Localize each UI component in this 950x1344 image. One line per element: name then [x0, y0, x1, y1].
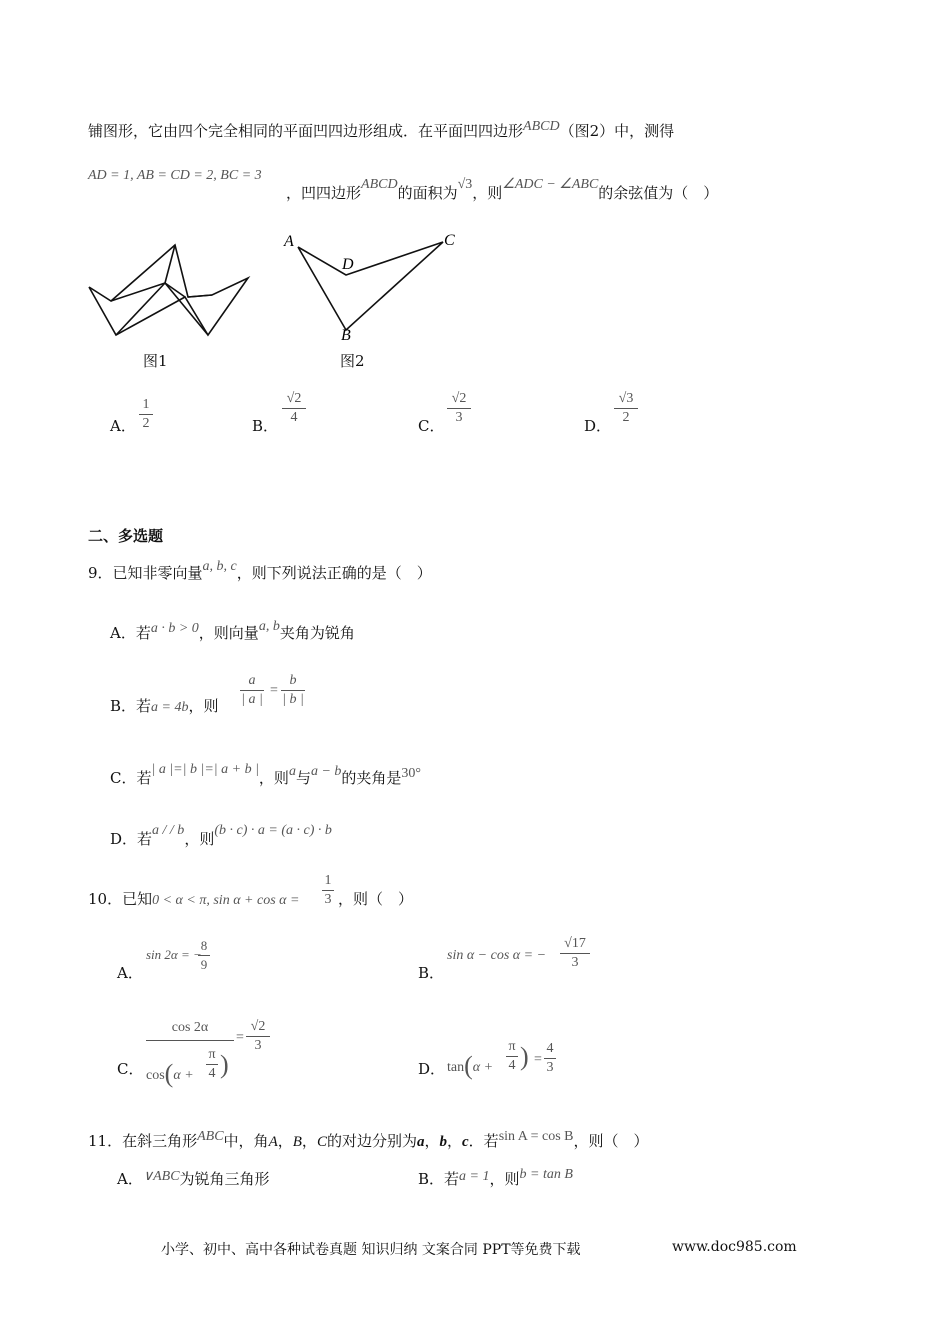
point-c-label: C [444, 232, 455, 249]
q10-d-expr: tan(α + [447, 1051, 494, 1080]
q11-stem: 11．在斜三角形ABC中，角A，B，C的对边分别为a，b，c．若sin A = cos B，则（ ） [88, 1129, 649, 1150]
q10-c-bar [146, 1040, 234, 1041]
footer-url[interactable]: www.doc985.com [672, 1239, 797, 1255]
q10-option-a-expr: sin 2α = − [146, 947, 202, 962]
q9-option-c: C．若| a |=| b |=| a + b |，则a与a − b的夹角是30° [110, 762, 422, 787]
q10-option-b-label: B． [418, 964, 445, 982]
q8-option-d-value: √3 2 [614, 390, 638, 427]
q8-abcd: ABCD [523, 119, 560, 134]
q10-d-rparen: ) [520, 1042, 529, 1071]
q10-stem-end: ，则（ ） [338, 890, 414, 908]
q8-option-a-label: A． [110, 417, 136, 435]
q8-option-a-value: 1 2 [139, 396, 153, 433]
q8-given: AD = 1, AB = CD = 2, BC = 3 [88, 168, 262, 183]
q11-option-b: B．若a = 1，则b = tan B [418, 1167, 573, 1188]
q10-stem: 10．已知0 < α < π, sin α + cos α = [88, 890, 300, 908]
point-a-label: A [284, 233, 294, 250]
q9-option-b: B．若a = 4b，则 [110, 697, 219, 715]
footer-text: 小学、初中、高中各种试卷真题 知识归纳 文案合同 PPT等免费下载 [161, 1242, 581, 1258]
q9-b-eq: = [270, 683, 278, 698]
q10-option-c-label: C． [117, 1060, 144, 1078]
q10-d-rhs: 4 3 [544, 1040, 556, 1077]
q8-line1: 铺图形，它由四个完全相同的平面凹四边形组成．在平面凹四边形ABCD（图2）中，测得 [88, 119, 675, 140]
q10-frac: 1 3 [322, 872, 334, 909]
q10-d-pi-frac: π 4 [506, 1038, 518, 1075]
q9-b-frac1: a | a | [241, 673, 263, 707]
q10-option-d-label: D． [418, 1060, 446, 1078]
q10-option-b-frac: √17 3 [560, 935, 590, 972]
q8-line2: ，凹四边形ABCD的面积为√3，则∠ADC − ∠ABC的余弦值为（ ） [286, 177, 719, 202]
section-title: 二、多选题 [88, 527, 164, 545]
q10-c-rhs: √2 3 [246, 1018, 270, 1055]
q8-option-d-label: D． [584, 417, 612, 435]
q11-option-a: A．∨ABC为锐角三角形 [117, 1169, 270, 1188]
q10-d-eq: = [534, 1052, 542, 1067]
figure-1 [89, 245, 248, 335]
q9-stem: 9．已知非零向量a, b, c，则下列说法正确的是（ ） [88, 559, 432, 582]
q8-option-b-value: √2 4 [282, 390, 306, 427]
q10-c-den: cos(α + [146, 1059, 194, 1088]
point-b-label: B [341, 327, 351, 344]
fig1-caption: 图1 [143, 352, 168, 370]
q8-figures [80, 225, 480, 375]
q8-option-c-label: C． [418, 417, 445, 435]
q10-c-pi-frac: π 4 [206, 1046, 218, 1083]
q9-option-a: A．若a · b > 0，则向量a, b夹角为锐角 [110, 619, 355, 642]
q10-c-num: cos 2α [171, 1020, 209, 1035]
q9-option-d: D．若a / / b，则(b · c) · a = (a · c) · b [110, 823, 332, 848]
q10-option-a-frac: 8 9 [198, 937, 210, 974]
fig2-caption: 图2 [340, 352, 365, 370]
q8-option-b-label: B． [252, 417, 279, 435]
point-d-label: D [342, 256, 354, 273]
q8-option-c-value: √2 3 [447, 390, 471, 427]
q9-b-frac2: b | b | [282, 673, 304, 707]
q10-c-eq: = [236, 1030, 244, 1045]
q10-option-b-expr: sin α − cos α = − [447, 948, 547, 963]
figure-2 [298, 242, 443, 330]
q10-option-a-label: A． [117, 964, 143, 982]
q10-c-rparen: ) [220, 1050, 229, 1079]
